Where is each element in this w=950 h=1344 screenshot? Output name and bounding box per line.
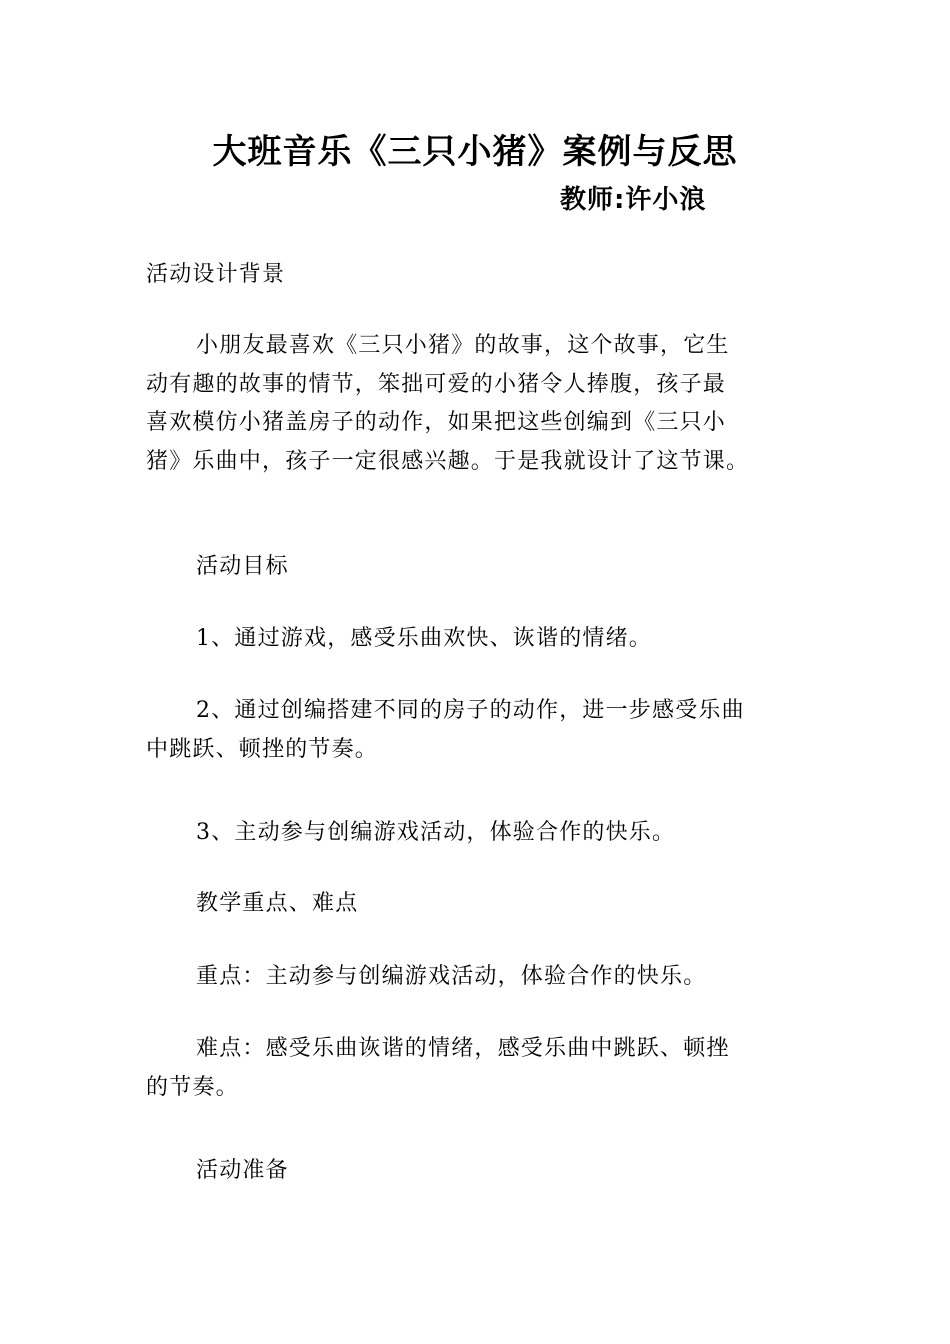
heading-background: 活动设计背景 bbox=[146, 262, 286, 287]
paragraph-line: 中跳跃、顿挫的节奏。 bbox=[146, 736, 379, 762]
goal-item-2 bbox=[146, 692, 806, 769]
paragraph-line: 动有趣的故事的情节，笨拙可爱的小猪令人捧腹，孩子最 bbox=[146, 371, 727, 397]
difficulty-point bbox=[146, 1030, 806, 1107]
key-point: 重点：主动参与创编游戏活动，体验合作的快乐。 bbox=[196, 964, 707, 989]
paragraph-line: 2、通过创编搭建不同的房子的动作，进一步感受乐曲 bbox=[196, 698, 745, 723]
goal-item-3: 3、主动参与创编游戏活动，体验合作的快乐。 bbox=[196, 820, 676, 845]
paragraph-background bbox=[146, 327, 806, 481]
paragraph-line: 猪》乐曲中，孩子一定很感兴趣。于是我就设计了这节课。 bbox=[146, 448, 750, 474]
paragraph-line: 难点：感受乐曲诙谐的情绪，感受乐曲中跳跃、顿挫 bbox=[196, 1036, 730, 1061]
heading-key-points: 教学重点、难点 bbox=[196, 891, 359, 916]
paragraph-line: 喜欢模仿小猪盖房子的动作，如果把这些创编到《三只小 bbox=[146, 410, 727, 435]
heading-goals: 活动目标 bbox=[196, 554, 289, 579]
paragraph-line: 小朋友最喜欢《三只小猪》的故事，这个故事，它生 bbox=[196, 333, 730, 358]
document-title: 大班音乐《三只小猪》案例与反思 bbox=[212, 132, 738, 172]
heading-preparation: 活动准备 bbox=[196, 1158, 289, 1183]
document-author: 教师:许小浪 bbox=[560, 185, 707, 215]
paragraph-line: 的节奏。 bbox=[146, 1074, 239, 1100]
goal-item-1: 1、通过游戏，感受乐曲欢快、诙谐的情绪。 bbox=[196, 626, 652, 651]
